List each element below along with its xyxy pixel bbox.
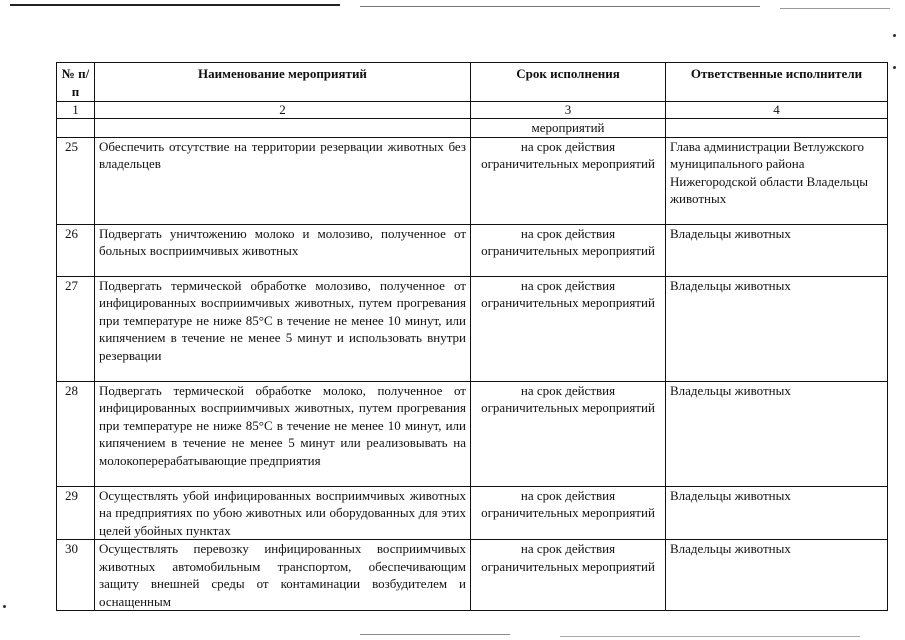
row-number: 25 [57,137,95,224]
table-row [57,381,888,486]
responsible-cell: Глава администрации Ветлужского муниципального района Нижегородской области Владельцы животных [666,137,888,224]
scan-artifact-line [360,6,760,7]
header-num: № п/п [57,63,95,102]
term-cell: на срок действия ограничительных мероприятий [471,224,666,276]
term-cell: мероприятий [471,119,666,138]
responsible-cell: Владельцы животных [666,540,888,611]
row-number: 26 [57,224,95,276]
header-term: Срок исполнения [471,63,666,102]
column-index: 2 [95,102,471,119]
row-number: 28 [57,381,95,486]
measures-table [56,62,888,611]
scan-artifact-line [780,8,890,9]
table-row [57,276,888,381]
term-cell: на срок действия ограничительных мероприятий [471,486,666,540]
scan-artifact-line [10,4,340,6]
term-cell: на срок действия ограничительных мероприятий [471,276,666,381]
header-name: Наименование мероприятий [95,63,471,102]
column-index-row [57,102,888,119]
column-index: 4 [666,102,888,119]
term-cell: на срок действия ограничительных мероприятий [471,381,666,486]
term-cell: на срок действия ограничительных мероприятий [471,540,666,611]
header-resp: Ответственные исполнители [666,63,888,102]
table-row-continuation [57,119,888,138]
column-index: 3 [471,102,666,119]
table-row [57,137,888,224]
responsible-cell: Владельцы животных [666,486,888,540]
table-row [57,224,888,276]
column-index: 1 [57,102,95,119]
measure-name: Подвергать термической обработке молозиво, полученное от инфицированных восприимчивых животных, путем прогревания при температуре не ниже 85°С в течение не менее 10 минут, или кипячением в течение не менее 5 минут и использовать внутри резервации [95,276,471,381]
row-number: 27 [57,276,95,381]
row-number: 29 [57,486,95,540]
responsible-cell: Владельцы животных [666,224,888,276]
table-header-row [57,63,888,102]
measure-name: Осуществлять убой инфицированных восприимчивых животных на предприятиях по убою животных или оборудованных для этих целей убойных пунктах [95,486,471,540]
responsible-cell: Владельцы животных [666,276,888,381]
table-row [57,486,888,540]
scan-artifact-dot [893,34,896,37]
responsible-cell: Владельцы животных [666,381,888,486]
row-number: 30 [57,540,95,611]
scan-artifact-dot [3,605,6,608]
measure-name: Обеспечить отсутствие на территории резервации животных без владельцев [95,137,471,224]
measure-name: Подвергать уничтожению молоко и молозиво, полученное от больных восприимчивых животных [95,224,471,276]
term-cell: на срок действия ограничительных мероприятий [471,137,666,224]
scan-artifact-dot [893,66,896,69]
measure-name: Осуществлять перевозку инфицированных восприимчивых животных автомобильным транспортом, обеспечивающим защиту внешней среды от контаминации возбудителем и оснащенным [95,540,471,611]
scan-artifact-line [360,634,510,635]
table-row [57,540,888,611]
measure-name: Подвергать термической обработке молоко, полученное от инфицированных восприимчивых животных, путем прогревания при температуре не ниже 85°С в течение не менее 10 минут, или кипячением в течение не менее 5 минут или реализовывать на молокоперерабатывающие предприятия [95,381,471,486]
scan-artifact-line [560,636,860,637]
